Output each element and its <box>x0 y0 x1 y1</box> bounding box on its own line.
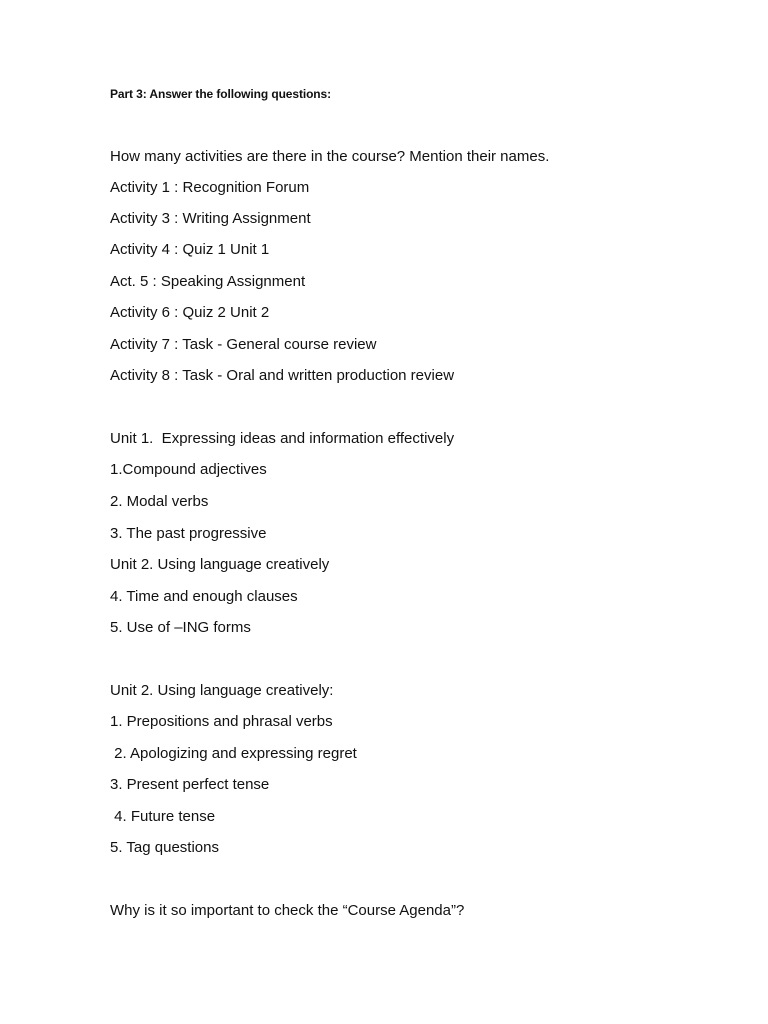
activity-item: Activity 7 : Task - General course review <box>110 336 377 353</box>
question-course-agenda: Why is it so important to check the “Course Agenda”? <box>110 902 465 919</box>
unit-heading: Unit 2. Using language creatively <box>110 556 330 573</box>
topic-item: 5. Use of –ING forms <box>110 619 251 636</box>
unit-heading: Unit 1. Expressing ideas and information effectively <box>110 430 455 447</box>
question-activities: How many activities are there in the course? Mention their names. <box>110 148 550 165</box>
activity-item: Activity 3 : Writing Assignment <box>110 210 311 227</box>
activity-item: Act. 5 : Speaking Assignment <box>110 273 306 290</box>
activity-item: Activity 6 : Quiz 2 Unit 2 <box>110 304 270 321</box>
topic-item: 2. Apologizing and expressing regret <box>110 745 357 762</box>
activity-item: Activity 8 : Task - Oral and written production review <box>110 367 455 384</box>
activity-item: Activity 4 : Quiz 1 Unit 1 <box>110 241 270 258</box>
topic-item: 3. Present perfect tense <box>110 776 270 793</box>
section-heading: Part 3: Answer the following questions: <box>110 87 332 101</box>
activity-item: Activity 1 : Recognition Forum <box>110 179 310 196</box>
topic-item: 5. Tag questions <box>110 839 219 856</box>
topic-item: 2. Modal verbs <box>110 493 209 510</box>
topic-item: 3. The past progressive <box>110 525 267 542</box>
topic-item: 1. Prepositions and phrasal verbs <box>110 713 333 730</box>
topic-item: 1.Compound adjectives <box>110 461 267 478</box>
topic-item: 4. Time and enough clauses <box>110 588 298 605</box>
unit-heading: Unit 2. Using language creatively: <box>110 682 334 699</box>
topic-item: 4. Future tense <box>110 808 216 825</box>
